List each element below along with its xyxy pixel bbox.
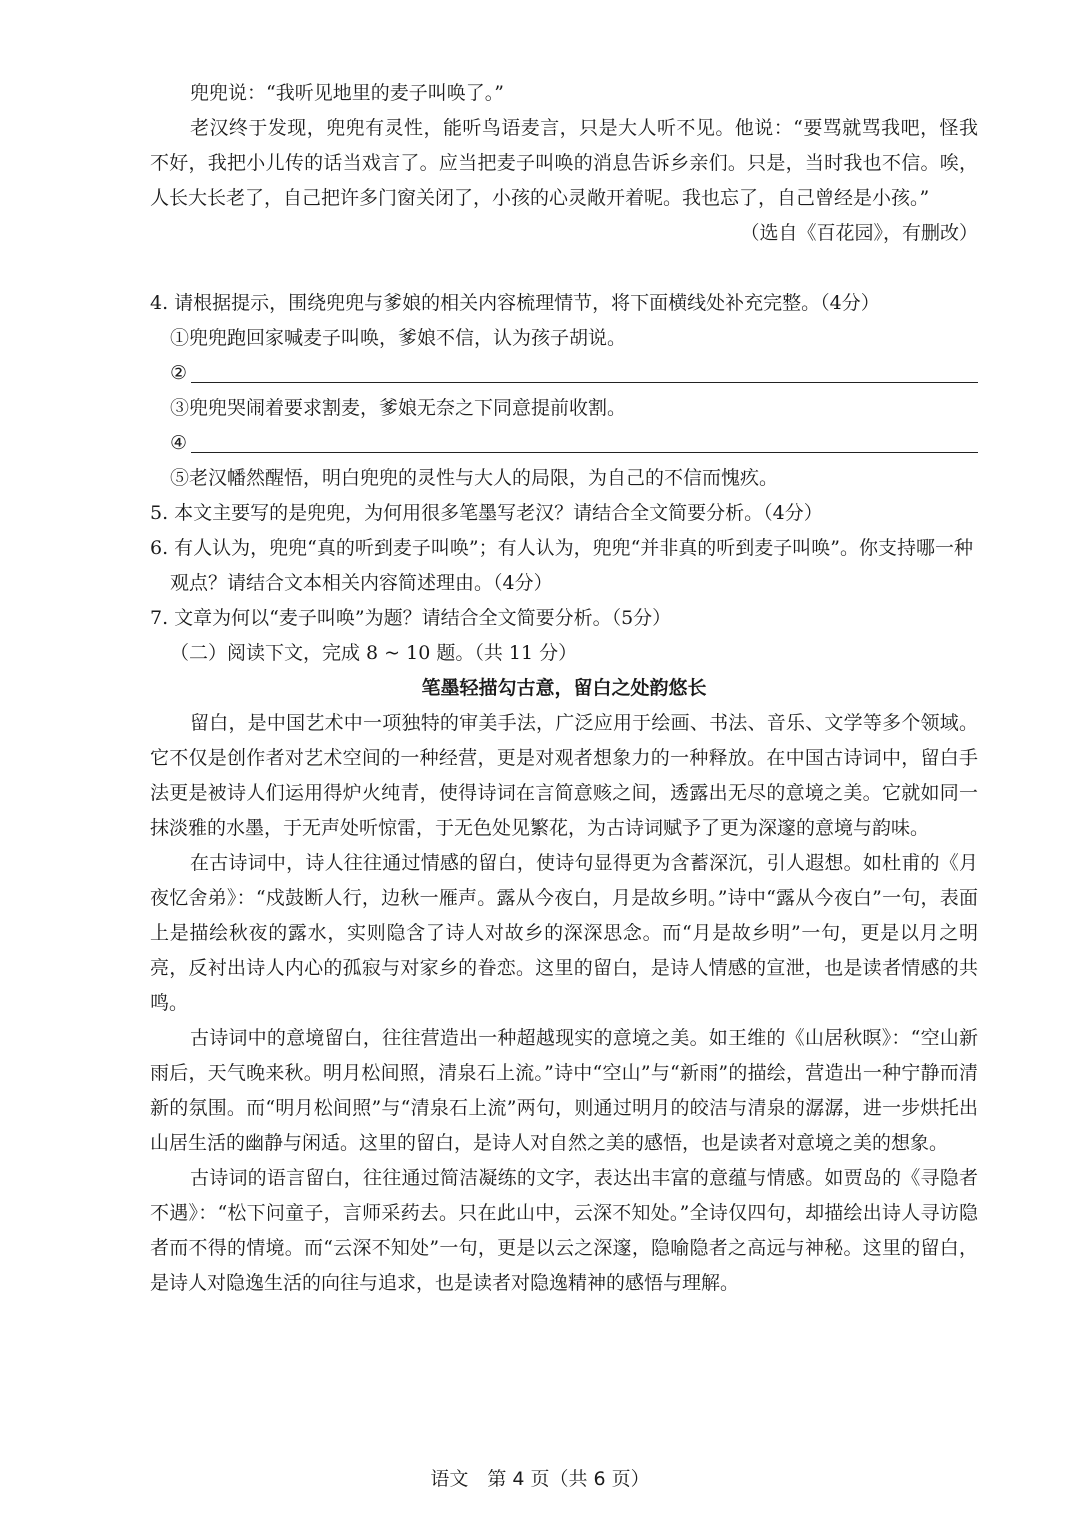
story-paragraph: 兜兜说：“我听见地里的麦子叫唤了。” — [190, 82, 504, 104]
plot-step-3: ③兜兜哭闹着要求割麦，爹娘无奈之下同意提前收割。 — [170, 397, 627, 419]
question-5: 5. 本文主要写的是兜兜，为何用很多笔墨写老汉？请结合全文简要分析。（4分） — [150, 502, 823, 524]
answer-line[interactable] — [191, 382, 978, 383]
plot-step-5: ⑤老汉幡然醒悟，明白兜兜的灵性与大人的局限，为自己的不信而愧疚。 — [170, 467, 779, 489]
question-7: 7. 文章为何以“麦子叫唤”为题？请结合全文简要分析。（5分） — [150, 607, 672, 629]
plot-step-1: ①兜兜跑回家喊麦子叫唤，爹娘不信，认为孩子胡说。 — [170, 327, 627, 349]
story-continuation — [150, 76, 978, 251]
question-4: 4. 请根据提示，围绕兜兜与爹娘的相关内容梳理情节，将下面横线处补充完整。（4分） — [150, 292, 880, 314]
plot-step-4-blank[interactable] — [150, 426, 978, 461]
article-paragraph: 古诗词的语言留白，往往通过简洁凝练的文字，表达出丰富的意蕴与情感。如贾岛的《寻隐者不遇》：“松下问童子，言师采药去。只在此山中，云深不知处。”全诗仅四句，却描绘出诗人寻访隐者而不得的情境。而“云深不知处”一句，更是以云之深邃，隐喻隐者之高远与神秘。这里的留白，是诗人对隐逸生活的向往与追求，也是读者对隐逸精神的感悟与理解。 — [150, 1167, 978, 1294]
reading-section-2 — [150, 636, 978, 1301]
page-footer: 语文 第 4 页（共 6 页） — [430, 1468, 650, 1490]
article-paragraph: 留白，是中国艺术中一项独特的审美手法，广泛应用于绘画、书法、音乐、文学等多个领域。它不仅是创作者对艺术空间的一种经营，更是对观者想象力的一种释放。在中国古诗词中，留白手法更是被诗人们运用得炉火纯青，使得诗词在言简意赅之间，透露出无尽的意境之美。它就如同一抹淡雅的水墨，于无声处听惊雷，于无色处见繁花，为古诗词赋予了更为深邃的意境与韵味。 — [150, 712, 978, 839]
question-list — [150, 286, 978, 636]
plot-step-4-label: ④ — [170, 432, 188, 454]
story-source: （选自《百花园》，有删改） — [740, 222, 978, 244]
section-header: （二）阅读下文，完成 8 ~ 10 题。（共 11 分） — [170, 642, 578, 664]
article-paragraph: 在古诗词中，诗人往往通过情感的留白，使诗句显得更为含蓄深沉，引人遐想。如杜甫的《月夜忆舍弟》：“戍鼓断人行，边秋一雁声。露从今夜白，月是故乡明。”诗中“露从今夜白”一句，表面上是描绘秋夜的露水，实则隐含了诗人对故乡的深深思念。而“月是故乡明”一句，更是以月之明亮，反衬出诗人内心的孤寂与对家乡的眷恋。这里的留白，是诗人情感的宣泄，也是读者情感的共鸣。 — [150, 852, 978, 1014]
plot-step-2-label: ② — [170, 362, 188, 384]
story-paragraph: 老汉终于发现，兜兜有灵性，能听鸟语麦言，只是大人听不见。他说：“要骂就骂我吧，怪我不好，我把小儿传的话当戏言了。应当把麦子叫唤的消息告诉乡亲们。只是，当时我也不信。唉，人长大长老了，自己把许多门窗关闭了，小孩的心灵敞开着呢。我也忘了，自己曾经是小孩。” — [150, 117, 978, 209]
plot-step-2-blank[interactable] — [150, 356, 978, 391]
article-paragraph: 古诗词中的意境留白，往往营造出一种超越现实的意境之美。如王维的《山居秋暝》：“空山新雨后，天气晚来秋。明月松间照，清泉石上流。”诗中“空山”与“新雨”的描绘，营造出一种宁静而清新的氛围。而“明月松间照”与“清泉石上流”两句，则通过明月的皎洁与清泉的潺潺，进一步烘托出山居生活的幽静与闲适。这里的留白，是诗人对自然之美的感悟，也是读者对意境之美的想象。 — [150, 1027, 978, 1154]
answer-line[interactable] — [191, 452, 978, 453]
question-6: 6. 有人认为，兜兜“真的听到麦子叫唤”；有人认为，兜兜“并非真的听到麦子叫唤”。你支持哪一种观点？请结合文本相关内容简述理由。（4分） — [150, 537, 974, 594]
article-title: 笔墨轻描勾古意，留白之处韵悠长 — [421, 677, 707, 699]
